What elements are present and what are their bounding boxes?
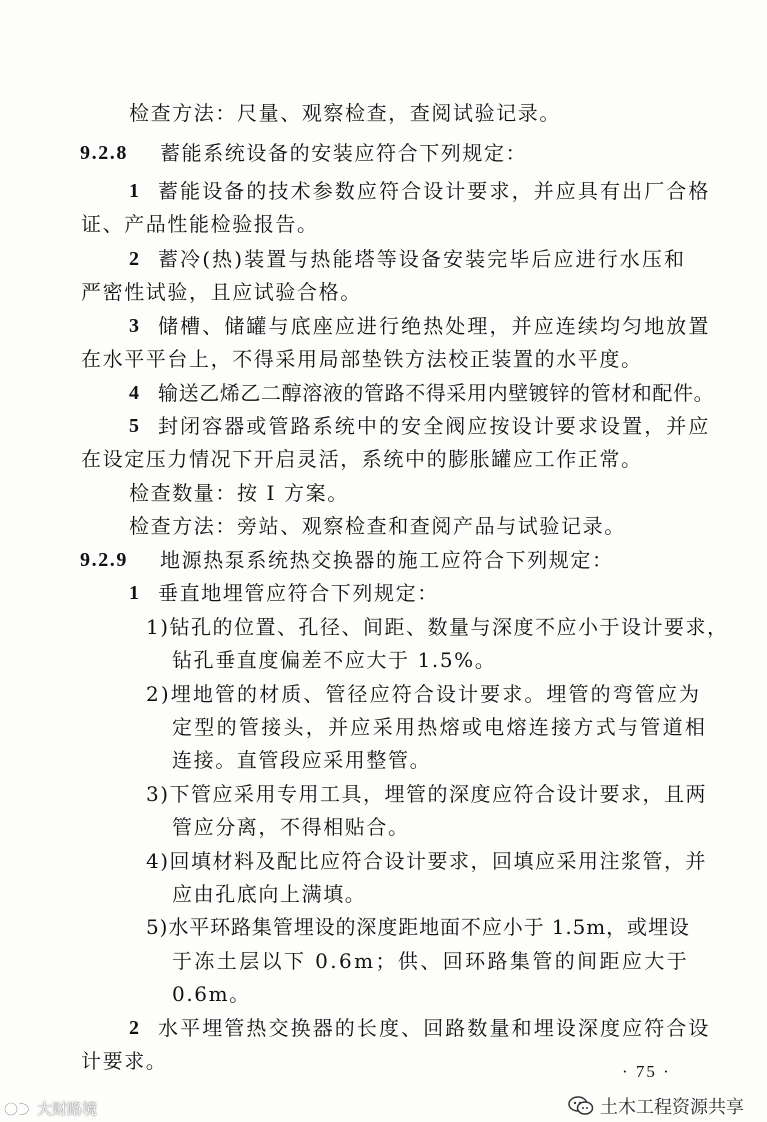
text-line: 证、产品性能检验报告。: [81, 212, 319, 236]
clause-number: 9.2.8: [80, 142, 128, 164]
item-number: 4: [129, 382, 141, 404]
sub-item: 2)埋地管的材质、管径应符合设计要求。埋管的弯管应为: [146, 682, 702, 706]
text-line: 储槽、储罐与底座应进行绝热处理，并应连续均匀地放置: [158, 314, 711, 338]
brand-logo-icon: [4, 1100, 34, 1118]
item-number: 2: [129, 1017, 141, 1039]
item-number: 1: [129, 180, 141, 202]
text-line: 检查方法：尺量、观察检查，查阅试验记录。: [129, 101, 561, 125]
text-line: 钻孔垂直度偏差不应大于 1.5%。: [172, 648, 497, 672]
text-line: 在设定压力情况下开启灵活，系统中的膨胀罐应工作正常。: [81, 447, 643, 471]
text-line: 严密性试验，且应试验合格。: [81, 280, 362, 304]
item-number: 3: [129, 315, 141, 337]
item-number: 5: [129, 415, 141, 437]
watermark-corner: [4, 1098, 97, 1119]
text-line: 垂直地埋管应符合下列规定：: [158, 581, 439, 605]
sub-item: 1)钻孔的位置、孔径、间距、数量与深度不应小于设计要求，: [146, 615, 729, 639]
sub-item: 5)水平环路集管埋设的深度距地面不应小于 1.5m，或埋设: [146, 915, 690, 939]
watermark-wechat: [568, 1092, 744, 1120]
watermark-text: 土木工程资源共享: [600, 1097, 744, 1118]
text-line: 封闭容器或管路系统中的安全阀应按设计要求设置，并应: [158, 414, 711, 438]
text-line: 水平埋管热交换器的长度、回路数量和埋设深度应符合设: [158, 1016, 711, 1040]
clause-number: 9.2.9: [80, 549, 128, 571]
item-number: 2: [129, 248, 141, 270]
text-line: 蓄冷(热)装置与热能塔等设备安装完毕后应进行水压和: [158, 247, 687, 271]
text-line: 于冻土层以下 0.6m；供、回环路集管的间距应大于: [172, 949, 690, 973]
text-line: 输送乙烯乙二醇溶液的管路不得采用内壁镀锌的管材和配件。: [158, 381, 715, 405]
text-line: 计要求。: [81, 1049, 168, 1073]
text-line: 连接。直管段应采用整管。: [172, 748, 432, 772]
clause-heading: 地源热泵系统热交换器的施工应符合下列规定：: [160, 548, 614, 572]
text-line: 蓄能设备的技术参数应符合设计要求，并应具有出厂合格: [158, 179, 711, 203]
sub-item: 4)回填材料及配比应符合设计要求，回填应采用注浆管，并: [146, 849, 708, 873]
text-line: 定型的管接头，并应采用热熔或电熔连接方式与管道相: [172, 715, 708, 739]
item-number: 1: [129, 582, 141, 604]
text-line: 在水平平台上，不得采用局部垫铁方法校正装置的水平度。: [81, 347, 643, 371]
wechat-icon: [568, 1095, 594, 1117]
text-line: 管应分离，不得相贴合。: [172, 815, 410, 839]
text-line: 检查方法：旁站、观察检查和查阅产品与试验记录。: [129, 514, 626, 538]
text-line: 应由孔底向上满填。: [172, 882, 367, 906]
sub-item: 3)下管应采用专用工具，埋管的深度应符合设计要求，且两: [146, 782, 708, 806]
page-number: · 75 ·: [622, 1062, 671, 1081]
text-line: 0.6m。: [172, 982, 251, 1006]
watermark-corner-text: 大财路境: [37, 1100, 98, 1118]
clause-heading: 蓄能系统设备的安装应符合下列规定：: [160, 141, 528, 165]
text-line: 检查数量：按 Ⅰ 方案。: [129, 481, 349, 505]
